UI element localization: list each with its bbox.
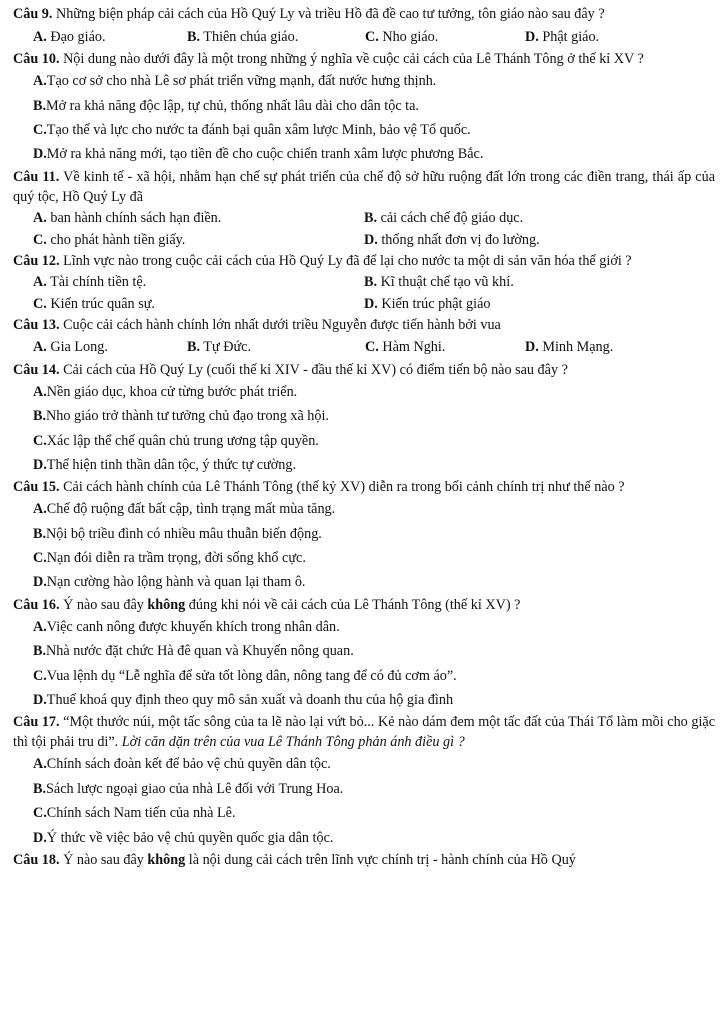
option-text: Gia Long. (46, 339, 108, 356)
question-text: là nội dung cải cách trên lĩnh vực chính trị - hành chính của Hồ Quý (185, 851, 576, 868)
answer-options (13, 24, 715, 49)
question-number: Câu 9. (13, 6, 53, 22)
question-18 (13, 850, 715, 870)
question-number: Câu 15. (13, 479, 60, 496)
option-letter: C. (33, 121, 47, 138)
option-d[interactable] (364, 230, 540, 250)
question-emphasis: không (147, 596, 186, 613)
option-a[interactable] (33, 337, 187, 357)
option-text: Tài chính tiền tệ. (46, 273, 147, 290)
option-letter: B. (33, 97, 47, 114)
option-text: Chính sách Nam tiến của nhà Lê. (46, 805, 236, 822)
option-letter: A. (33, 501, 47, 518)
option-letter: C. (33, 805, 47, 822)
option-b[interactable] (13, 522, 715, 546)
option-text: Kiến trúc phật giáo (377, 295, 491, 312)
option-text: thống nhất đơn vị đo lường. (377, 231, 540, 248)
option-text: cho phát hành tiền giấy. (46, 231, 186, 248)
option-d[interactable] (13, 453, 715, 477)
option-a[interactable] (13, 752, 715, 776)
question-emphasis: không (147, 851, 186, 868)
option-letter: D. (525, 339, 539, 356)
option-d[interactable] (13, 142, 715, 166)
question-number: Câu 11. (13, 168, 60, 185)
option-d[interactable] (13, 825, 715, 849)
question-number: Câu 17. (13, 714, 60, 731)
option-c[interactable] (13, 546, 715, 570)
option-letter: D. (33, 456, 47, 473)
question-stem (13, 712, 715, 752)
option-a[interactable] (33, 272, 364, 292)
question-number: Câu 16. (13, 596, 60, 613)
question-stem (13, 477, 715, 497)
option-text: Thuế khoá quy định theo quy mô sản xuất và doanh thu của hộ gia đình (46, 692, 454, 709)
option-c[interactable] (33, 294, 364, 314)
question-stem (13, 360, 715, 380)
option-text: Nho giáo trở thành tư tưởng chủ đạo trong xã hội. (46, 408, 329, 425)
option-letter: D. (364, 231, 378, 248)
option-c[interactable] (13, 428, 715, 452)
option-text: Nhà nước đặt chức Hà đê quan và Khuyến nông quan. (46, 643, 354, 660)
option-letter: B. (187, 28, 201, 45)
answer-options-row (13, 293, 715, 315)
option-a[interactable] (33, 208, 364, 228)
option-c[interactable] (33, 230, 364, 250)
option-letter: C. (33, 550, 47, 567)
option-text: Xác lập thể chế quân chủ trung ương tập quyền. (46, 432, 319, 449)
option-letter: A. (33, 756, 47, 773)
option-letter: B. (33, 780, 47, 797)
option-text: Thể hiện tinh thần dân tộc, ý thức tự cường. (46, 456, 297, 473)
option-d[interactable] (364, 294, 490, 314)
option-text: Tự Đức. (200, 339, 251, 356)
option-d[interactable] (13, 688, 715, 712)
option-letter: A. (33, 618, 47, 635)
option-text: cải cách chế độ giáo dục. (377, 209, 524, 226)
option-b[interactable] (187, 337, 365, 357)
option-letter: D. (33, 574, 47, 591)
answer-options (13, 335, 715, 360)
option-a[interactable] (13, 615, 715, 639)
option-a[interactable] (13, 380, 715, 404)
question-text: Về kinh tế - xã hội, nhằm hạn chế sự phát triển của chế độ sở hữu ruộng đất lớn trong các điền trang, thái ấp của quý tộc, Hồ Quý Ly đã (13, 168, 715, 205)
option-c[interactable] (13, 801, 715, 825)
question-text: Ý nào sau đây (59, 851, 148, 868)
question-14 (13, 360, 715, 478)
option-b[interactable] (364, 272, 514, 292)
option-d[interactable] (13, 570, 715, 594)
option-text: Nền giáo dục, khoa cử từng bước phát triển. (46, 383, 298, 400)
answer-options-row (13, 229, 715, 251)
option-letter: D. (525, 28, 539, 45)
option-letter: C. (33, 432, 47, 449)
option-letter: A. (33, 73, 47, 90)
option-c[interactable] (365, 27, 525, 47)
question-text: Nội dung nào dưới đây là một trong những ý nghĩa về cuộc cải cách của Lê Thánh Tông ở thế kỉ XV ? (59, 51, 644, 67)
question-italic-prompt: Lời căn dặn trên của vua Lê Thánh Tông phản ánh điều gì ? (121, 734, 465, 751)
option-text: Ý thức về việc bảo vệ chủ quyền quốc gia dân tộc. (46, 829, 334, 846)
question-12 (13, 251, 715, 315)
question-stem (13, 595, 715, 615)
option-c[interactable] (365, 337, 525, 357)
question-10 (13, 49, 715, 167)
option-text: Mở ra khả năng độc lập, tự chủ, thống nhất lâu dài cho dân tộc ta. (46, 97, 419, 114)
question-number: Câu 18. (13, 851, 60, 868)
exam-document (13, 4, 715, 870)
option-text: Chế độ ruộng đất bất cập, tình trạng mất mùa tăng. (46, 501, 336, 518)
option-b[interactable] (187, 27, 365, 47)
question-17 (13, 712, 715, 850)
question-stem (13, 4, 715, 24)
option-letter: A. (33, 28, 47, 45)
option-letter: C. (33, 667, 47, 684)
option-letter: D. (364, 295, 378, 312)
option-text: Chính sách đoàn kết để bảo vệ chủ quyền dân tộc. (46, 756, 331, 773)
option-b[interactable] (13, 93, 715, 117)
question-stem (13, 167, 715, 207)
answer-options-row (13, 271, 715, 293)
question-number: Câu 12. (13, 252, 60, 269)
question-number: Câu 10. (13, 51, 60, 67)
option-letter: A. (33, 273, 47, 290)
option-text: Vua lệnh dụ “Lễ nghĩa để sửa tốt lòng dân, nông tang để có đủ cơm áo”. (46, 667, 457, 684)
option-text: Minh Mạng. (538, 339, 614, 356)
question-stem (13, 315, 715, 335)
question-13 (13, 315, 715, 360)
question-text: đúng khi nói về cải cách của Lê Thánh Tông (thế kỉ XV) ? (185, 596, 521, 613)
option-text: Việc canh nông được khuyến khích trong nhân dân. (46, 618, 340, 635)
option-text: Nội bộ triều đình có nhiều mâu thuẫn biến động. (46, 525, 322, 542)
question-text: Cuộc cải cách hành chính lớn nhất dưới triều Nguyễn được tiến hành bởi vua (59, 316, 501, 333)
option-letter: A. (33, 339, 47, 356)
option-letter: C. (365, 339, 379, 356)
option-b[interactable] (13, 404, 715, 428)
option-text: Nạn cường hào lộng hành và quan lại tham ô. (46, 574, 306, 591)
option-d[interactable] (525, 27, 599, 47)
question-16 (13, 595, 715, 713)
option-a[interactable] (13, 497, 715, 521)
question-number: Câu 14. (13, 361, 60, 378)
answer-options-row (13, 207, 715, 229)
option-text: Phật giáo. (538, 28, 600, 45)
question-text: “Một thước núi, một tấc sông của ta lẽ nào lại vứt bỏ... Kẻ nào dám đem một tấc đất của Thái Tổ làm mồi cho giặc thì tội phải tru di”. (13, 714, 716, 751)
option-text: Đạo giáo. (46, 28, 106, 45)
option-letter: D. (33, 146, 47, 163)
option-c[interactable] (13, 118, 715, 142)
option-text: Tạo thế và lực cho nước ta đánh bại quân xâm lược Minh, bảo vệ Tổ quốc. (46, 121, 471, 138)
option-letter: B. (33, 643, 47, 660)
option-text: Nạn đói diễn ra trầm trọng, đời sống khổ cực. (46, 550, 306, 567)
option-text: Thiên chúa giáo. (200, 28, 299, 45)
question-number: Câu 13. (13, 316, 60, 333)
option-letter: A. (33, 209, 47, 226)
option-letter: B. (364, 209, 378, 226)
option-text: Hàm Nghi. (378, 339, 446, 356)
option-letter: B. (187, 339, 201, 356)
option-letter: D. (33, 692, 47, 709)
option-letter: D. (33, 829, 47, 846)
option-text: Nho giáo. (378, 28, 439, 45)
option-text: Sách lược ngoại giao của nhà Lê đối với Trung Hoa. (46, 780, 344, 797)
question-text: Cải cách hành chính của Lê Thánh Tông (thế kỷ XV) diễn ra trong bối cảnh chính trị như thế nào ? (59, 479, 625, 496)
option-text: Kiến trúc quân sự. (46, 295, 155, 312)
question-text: Ý nào sau đây (59, 596, 148, 613)
question-stem (13, 251, 715, 271)
option-a[interactable] (33, 27, 187, 47)
question-15 (13, 477, 715, 595)
question-text: Cải cách của Hồ Quý Ly (cuối thế kỉ XIV - đầu thế kỉ XV) có điểm tiến bộ nào sau đây ? (59, 361, 568, 378)
option-c[interactable] (13, 663, 715, 687)
option-b[interactable] (364, 208, 523, 228)
option-letter: B. (364, 273, 378, 290)
option-letter: B. (33, 525, 47, 542)
question-text: Những biện pháp cải cách của Hồ Quý Ly và triều Hồ đã đề cao tư tưởng, tôn giáo nào sau đây ? (52, 6, 605, 22)
option-letter: C. (33, 231, 47, 248)
question-text: Lĩnh vực nào trong cuộc cải cách của Hồ Quý Ly đã để lại cho nước ta một di sản văn hóa thế giới ? (59, 252, 632, 269)
question-stem (13, 49, 715, 69)
option-d[interactable] (525, 337, 613, 357)
question-stem (13, 850, 715, 870)
option-b[interactable] (13, 639, 715, 663)
question-11 (13, 167, 715, 251)
option-letter: A. (33, 383, 47, 400)
option-letter: B. (33, 408, 47, 425)
option-letter: C. (33, 295, 47, 312)
question-9 (13, 4, 715, 49)
option-text: ban hành chính sách hạn điền. (46, 209, 222, 226)
option-text: Tạo cơ sở cho nhà Lê sơ phát triển vững mạnh, đất nước hưng thịnh. (46, 73, 437, 90)
option-b[interactable] (13, 777, 715, 801)
option-text: Mở ra khả năng mới, tạo tiền đề cho cuộc chiến tranh xâm lược phương Bắc. (46, 146, 484, 163)
option-letter: C. (365, 28, 379, 45)
option-a[interactable] (13, 69, 715, 93)
option-text: Kĩ thuật chế tạo vũ khí. (377, 273, 514, 290)
